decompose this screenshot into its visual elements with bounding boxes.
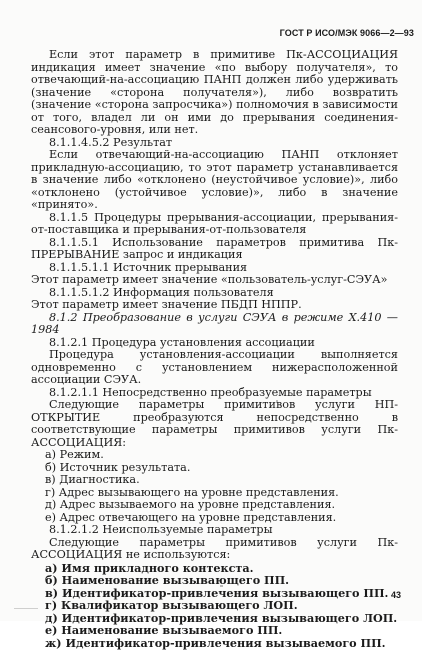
section-heading-abort-primitive: 8.1.1.5.1 Использование параметров примитива Пк-ПРЕРЫВАНИЕ запрос и индикация (31, 235, 398, 261)
list-item: а) Имя прикладного контекста. (45, 560, 254, 575)
page-header: ГОСТ Р ИСО/МЭК 9066—2—93 (279, 28, 414, 38)
page-number: 43 (391, 590, 402, 600)
list-item: б) Источник результата. (45, 460, 191, 474)
list-item: е) Наименование вызываемого ПП. (45, 623, 283, 637)
direct-parameters-list (31, 449, 398, 524)
paragraph-abort-source-value: Этот параметр имеет значение «пользователь-услуг-СЭУА» (31, 273, 388, 286)
paragraph-agent-parameter: Если этот параметр в примитиве Пк-АССОЦИАЦИЯ индикация имеет значение «по выбору получателя», то отвечающий-на-ассоциацию ПАНП должен либо удерживать (значение «сторона получателя»), либо возвратить (значение «сторона запросчика») полномочия в зависимости от того, владел ли он ими до прерывания соединения-сеансового-уровня, или нет. (31, 48, 398, 136)
list-item: а) Режим. (45, 448, 104, 461)
paragraph-unused-parameters: Следующие параметры примитивов услуги Пк-АССОЦИАЦИЯ не используются: (31, 535, 398, 561)
list-item: д) Идентификатор-привлечения вызывающего ЛОП. (45, 610, 398, 625)
unused-parameters-list (31, 562, 398, 650)
section-heading-result: 8.1.1.4.5.2 Результат (49, 135, 173, 149)
section-heading-abort-procedures: 8.1.1.5 Процедуры прерывания-ассоциации, прерывания-от-поставщика и прерывания-от-пользователя (31, 210, 398, 236)
scan-line (14, 608, 38, 609)
paragraph-direct-parameters: Следующие параметры примитивов услуги НП-ОТКРЫТИЕ преобразуются непосредственно в соответствующие параметры примитивов услуги Пк-АССОЦИАЦИЯ: (31, 398, 398, 449)
section-heading-abort-source: 8.1.1.5.1.1 Источник прерывания (49, 260, 248, 274)
list-item: г) Квалификатор вызывающего ЛОП. (45, 598, 298, 612)
list-item: в) Диагностика. (45, 473, 140, 486)
scan-speck (276, 400, 278, 402)
list-item: ж) Идентификатор-привлечения вызываемого ПП. (45, 635, 386, 650)
section-heading-unused-parameters: 8.1.2.1.2 Неиспользуемые параметры (49, 523, 273, 536)
section-heading-user-information: 8.1.1.5.1.2 Информация пользователя (49, 285, 274, 299)
list-item: е) Адрес отвечающего на уровне представления. (45, 510, 337, 524)
paragraph-user-information-value: Этот параметр имеет значение ПБДП НППР. (31, 298, 302, 311)
paragraph-result: Если отвечающий-на-ассоциацию ПАНП отклоняет прикладную-ассоциацию, то этот параметр устанавливается в значение либо «отклонено (неустойчивое условие)», либо «отклонено (устойчивое условие)», либо в значение «принято». (31, 148, 398, 211)
scan-speck (220, 585, 223, 587)
list-item: в) Идентификатор-привлечения вызывающего ПП. (45, 585, 389, 600)
paragraph-association-establishment: Процедура установления-ассоциации выполняется одновременно с установлением нижерасположенной ассоциации СЭУА. (31, 348, 398, 386)
section-heading-association-establishment: 8.1.2.1 Процедура установления ассоциации (49, 335, 315, 349)
document-body (31, 49, 398, 649)
list-item: д) Адрес вызываемого на уровне представления. (45, 498, 336, 511)
section-heading-mapping-x410: 8.1.2 Преобразование в услуги СЭУА в режиме X.410 — 1984 (31, 310, 398, 336)
section-heading-direct-parameters: 8.1.2.1.1 Непосредственно преобразуемые параметры (49, 385, 372, 399)
list-item: г) Адрес вызывающего на уровне представления. (45, 485, 339, 499)
list-item: б) Наименование вызывающего ПП. (45, 573, 290, 587)
